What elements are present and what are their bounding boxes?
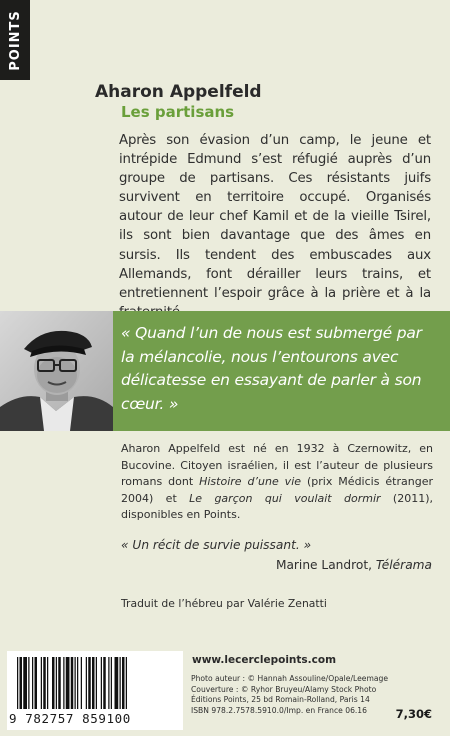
review-quote: « Un récit de survie puissant. » bbox=[121, 538, 312, 552]
bio-book-1: Histoire d’une vie bbox=[199, 475, 302, 489]
barcode-bar bbox=[28, 657, 29, 709]
publisher-website: www.lecerclepoints.com bbox=[192, 654, 337, 666]
review-publication: Télérama bbox=[375, 558, 432, 572]
barcode-bars bbox=[15, 657, 175, 709]
barcode-bar bbox=[58, 657, 61, 709]
barcode-bar bbox=[71, 657, 74, 709]
credit-line: Photo auteur : © Hannah Assouline/Opale/Leemage bbox=[191, 674, 388, 683]
barcode bbox=[7, 651, 183, 730]
barcode-number: 9 782757 859100 bbox=[9, 711, 131, 726]
barcode-bar bbox=[122, 657, 125, 709]
barcode-bar bbox=[81, 657, 82, 709]
book-title: Les partisans bbox=[121, 103, 235, 121]
barcode-bar bbox=[17, 657, 18, 709]
barcode-bar bbox=[47, 657, 48, 709]
author-bio bbox=[121, 441, 433, 524]
translator-credit: Traduit de l’hébreu par Valérie Zenatti bbox=[121, 597, 327, 610]
bio-part-3: (2011), disponibles en Points. bbox=[121, 491, 433, 522]
barcode-bar bbox=[20, 657, 23, 709]
barcode-bar bbox=[120, 657, 121, 709]
credit-line: Couverture : © Ryhor Bruyeu/Alamy Stock Photo bbox=[191, 684, 377, 694]
barcode-bar bbox=[43, 657, 46, 709]
credit-line: ISBN 978.2.7578.5910.0/Imp. en France 06.16 bbox=[191, 705, 367, 715]
barcode-bar bbox=[115, 657, 119, 709]
bio-part-1: Aharon Appelfeld est né en 1932 à Czernowitz, en Bucovine. Citoyen israélien, il est l’auteur de plusieurs romans dont bbox=[121, 442, 433, 489]
barcode-bar bbox=[23, 657, 27, 709]
barcode-bar bbox=[103, 657, 106, 709]
barcode-bar bbox=[41, 657, 42, 709]
barcode-bar bbox=[52, 657, 55, 709]
barcode-bar bbox=[32, 657, 33, 709]
barcode-bar bbox=[92, 657, 95, 709]
synopsis-text: Après son évasion d’un camp, le jeune et intrépide Edmund s’est réfugié auprès d’un groupe de partisans. Ces résistants juifs survivent en territoire occupé. Organisés autour de leur chef Kamil et de la vieille Tsirel, ils sont bien davantage que des âmes en sursis. Ils tendent des embuscades aux Allemands, font dérailler leurs trains, et entretiennent l’espoir grâce à la prière et à la bbox=[119, 133, 431, 301]
price: 7,30€ bbox=[395, 707, 432, 721]
reviewer-name: Marine Landrot, bbox=[275, 558, 376, 572]
credit-line: Éditions Points, 25 bd Romain-Rolland, Paris 14 bbox=[191, 695, 370, 705]
credits bbox=[191, 674, 391, 716]
barcode-bar bbox=[126, 657, 127, 709]
review-source bbox=[276, 558, 432, 572]
barcode-bar bbox=[56, 657, 57, 709]
author-portrait-image bbox=[0, 311, 113, 431]
barcode-bar bbox=[63, 657, 64, 709]
barcode-bar bbox=[88, 657, 91, 709]
barcode-bar bbox=[108, 657, 109, 709]
author-photo bbox=[0, 311, 113, 431]
barcode-bar bbox=[35, 657, 38, 709]
barcode-bar bbox=[111, 657, 112, 709]
barcode-bar bbox=[96, 657, 97, 709]
pull-quote: « Quand l’un de nous est submergé par la mélancolie, nous l’entourons avec délicatesse en essayant de parler à son cœur. » bbox=[121, 324, 422, 413]
barcode-bar bbox=[101, 657, 102, 709]
barcode-bar bbox=[66, 657, 70, 709]
barcode-bar bbox=[77, 657, 78, 709]
barcode-bar bbox=[86, 657, 87, 709]
barcode-bar bbox=[75, 657, 76, 709]
bio-part-2: (prix Médicis étranger 2004) et bbox=[121, 475, 433, 505]
points-logo bbox=[0, 0, 30, 80]
bio-book-2: Le garçon qui voulait dormir bbox=[189, 491, 381, 505]
author-name: Aharon Appelfeld bbox=[95, 82, 262, 102]
points-logo-text: POINTS bbox=[7, 9, 23, 71]
